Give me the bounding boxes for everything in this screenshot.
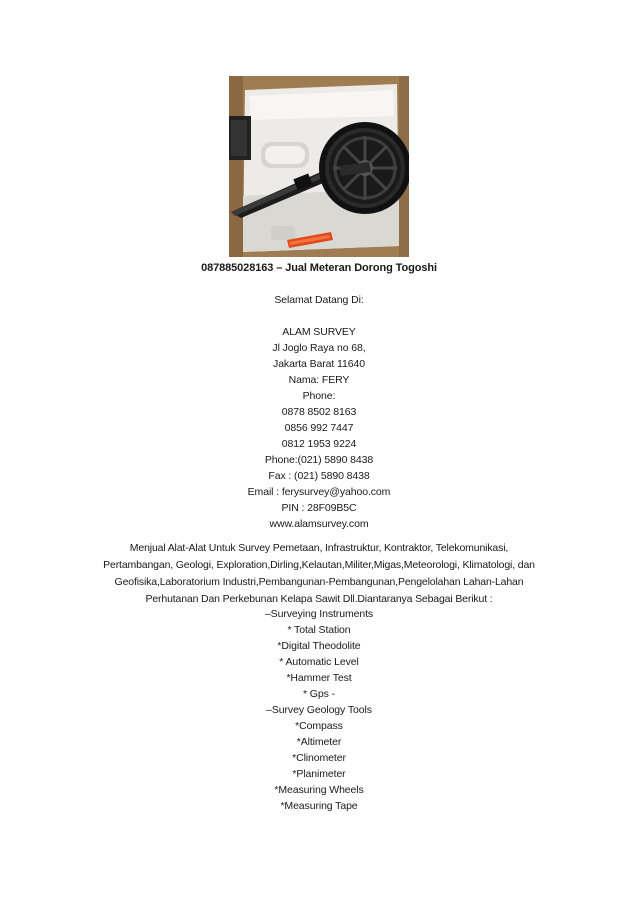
pin-code: PIN : 28F09B5C	[281, 502, 357, 514]
list-item: *Clinometer	[292, 752, 346, 764]
address-line-2: Jakarta Barat 11640	[273, 358, 365, 370]
contact-name: Nama: FERY	[288, 374, 350, 386]
product-list	[0, 606, 638, 814]
list-item: *Digital Theodolite	[277, 640, 361, 652]
description-paragraph	[60, 540, 578, 608]
fax-number: Fax : (021) 5890 8438	[268, 470, 370, 482]
spacer	[0, 308, 638, 324]
description-line-4: Perhutanan Dan Perkebunan Kelapa Sawit Dll.Diantaranya Sebagai Berikut :	[145, 593, 493, 605]
list-item: * Automatic Level	[279, 656, 359, 668]
list-item: *Measuring Tape	[280, 800, 358, 812]
phone-number-2: 0856 992 7447	[284, 422, 354, 434]
welcome-text: Selamat Datang Di:	[274, 294, 364, 306]
list-item: –Surveying Instruments	[264, 608, 374, 620]
website-url: www.alamsurvey.com	[269, 518, 369, 530]
phone-number-1: 0878 8502 8163	[281, 406, 357, 418]
contact-block	[0, 292, 638, 532]
list-item: *Measuring Wheels	[274, 784, 364, 796]
list-item: *Altimeter	[296, 736, 342, 748]
list-item: *Compass	[295, 720, 343, 732]
address-line-1: Jl Joglo Raya no 68,	[272, 342, 366, 354]
page-title: 087885028163 – Jual Meteran Dorong Togoshi	[201, 262, 437, 274]
phone-number-3: 0812 1953 9224	[281, 438, 357, 450]
email-address: Email : ferysurvey@yahoo.com	[247, 486, 391, 498]
company-name: ALAM SURVEY	[282, 326, 356, 338]
office-phone: Phone:(021) 5890 8438	[264, 454, 374, 466]
list-item: *Planimeter	[292, 768, 346, 780]
list-item: *Hammer Test	[286, 672, 352, 684]
description-line-2: Pertambangan, Geologi, Exploration,Dirling,Kelautan,Militer,Migas,Meteorologi, Klimatologi, dan	[103, 559, 535, 571]
product-photo	[229, 76, 409, 257]
description-line-3: Geofisika,Laboratorium Industri,Pembangunan-Pembangunan,Pengelolahan Lahan-Lahan	[114, 576, 524, 588]
list-item: * Total Station	[287, 624, 351, 636]
phone-label: Phone:	[302, 390, 336, 402]
list-item: –Survey Geology Tools	[266, 704, 372, 716]
description-line-1: Menjual Alat-Alat Untuk Survey Pemetaan, Infrastruktur, Kontraktor, Telekomunikasi,	[129, 542, 509, 554]
list-item: * Gps -	[303, 688, 335, 700]
